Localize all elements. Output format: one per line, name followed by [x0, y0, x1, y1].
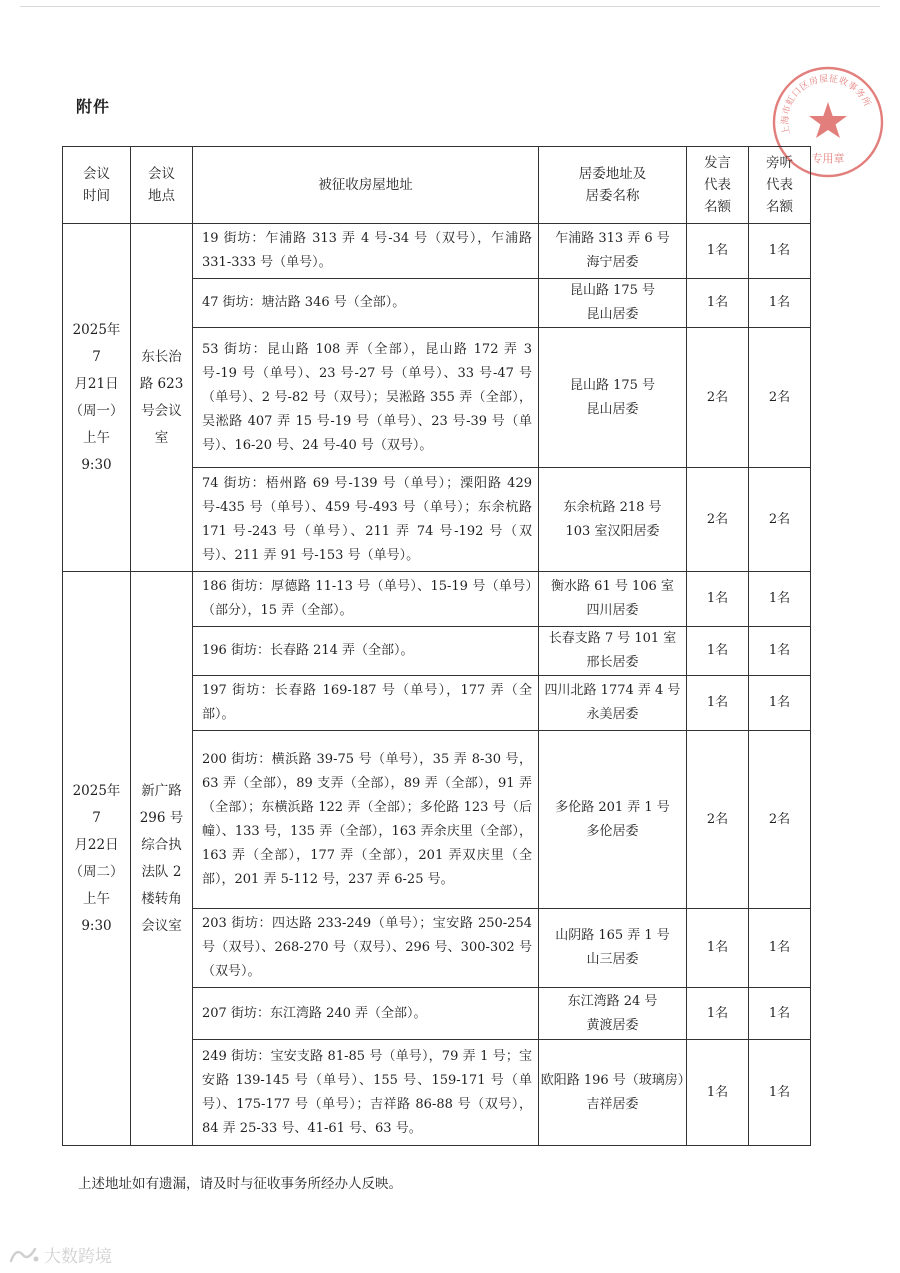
- listener-quota-cell: 1名: [749, 224, 811, 279]
- address-cell: 249 街坊：宝安支路 81-85 号（单号），79 弄 1 号；宝安路 139-145 号（单号）、155 号、159-171 号（单号）、175-177 号（单号）；吉祥路 86-88 号（双号），84 弄 25-33 号、41-61 号、63 号。: [193, 1040, 539, 1146]
- header-meeting-place: 会议 地点: [131, 147, 193, 224]
- listener-quota-cell: 1名: [749, 676, 811, 731]
- header-address: 被征收房屋地址: [193, 147, 539, 224]
- committee-cell: 昆山路 175 号 昆山居委: [539, 328, 687, 468]
- speaker-quota-cell: 1名: [687, 1040, 749, 1146]
- speaker-quota-cell: 1名: [687, 572, 749, 627]
- speaker-quota-cell: 2名: [687, 328, 749, 468]
- watermark-label: 大数跨境: [44, 1247, 112, 1267]
- watermark: [8, 1242, 112, 1267]
- listener-quota-cell: 2名: [749, 468, 811, 572]
- committee-cell: 乍浦路 313 弄 6 号 海宁居委: [539, 224, 687, 279]
- header-meeting-time: 会议 时间: [63, 147, 131, 224]
- address-cell: 197 街坊：长春路 169-187 号（单号），177 弄（全部）。: [193, 676, 539, 731]
- listener-quota-cell: 1名: [749, 572, 811, 627]
- listener-quota-cell: 1名: [749, 627, 811, 676]
- listener-quota-cell: 2名: [749, 328, 811, 468]
- speaker-quota-cell: 1名: [687, 988, 749, 1040]
- address-cell: 186 街坊：厚德路 11-13 号（单号）、15-19 号（单号）（部分），15 弄（全部）。: [193, 572, 539, 627]
- listener-quota-cell: 1名: [749, 1040, 811, 1146]
- header-speaker-quota: 发言 代表 名额: [687, 147, 749, 224]
- committee-cell: 多伦路 201 弄 1 号 多伦居委: [539, 731, 687, 909]
- listener-quota-cell: 2名: [749, 731, 811, 909]
- listener-quota-cell: 1名: [749, 279, 811, 328]
- table-header-row: [63, 147, 811, 224]
- committee-cell: 欧阳路 196 号（玻璃房）吉祥居委: [539, 1040, 687, 1146]
- address-cell: 47 街坊：塘沽路 346 号（全部）。: [193, 279, 539, 328]
- speaker-quota-cell: 1名: [687, 224, 749, 279]
- committee-cell: 长春支路 7 号 101 室 邢长居委: [539, 627, 687, 676]
- address-cell: 207 街坊：东江湾路 240 弄（全部）。: [193, 988, 539, 1040]
- listener-quota-cell: 1名: [749, 988, 811, 1040]
- table-body: [63, 224, 811, 1146]
- table-row: [63, 572, 811, 627]
- address-cell: 53 街坊：昆山路 108 弄（全部），昆山路 172 弄 3 号-19 号（单号）、23 号-27 号（单号）、33 号-47 号（单号）、2 号-82 号（双号）；吴淞路 355 弄（全部），吴淞路 407 弄 15 号-19 号（单号）、23 号-39 号（单号）、16-20 号、24 号-40 号（双号）。: [193, 328, 539, 468]
- address-cell: 74 街坊：梧州路 69 号-139 号（单号）；溧阳路 429 号-435 号（单号）、459 号-493 号（单号）；东余杭路 171 号-243 号（单号）、211 弄 74 号-192 号（双号）、211 弄 91 号-153 号（单号）。: [193, 468, 539, 572]
- page-heading: 附件: [76, 97, 111, 116]
- speaker-quota-cell: 1名: [687, 279, 749, 328]
- table-row: [63, 224, 811, 279]
- header-listener-quota: 旁听 代表 名额: [749, 147, 811, 224]
- brand-logo-icon: [8, 1245, 40, 1265]
- speaker-quota-cell: 1名: [687, 909, 749, 988]
- speaker-quota-cell: 2名: [687, 731, 749, 909]
- schedule-table: [62, 146, 811, 1146]
- committee-cell: 昆山路 175 号 昆山居委: [539, 279, 687, 328]
- meeting-time-cell: 2025年7 月22日 （周二） 上午 9:30: [63, 572, 131, 1146]
- svg-text:专用章: 专用章: [811, 152, 845, 165]
- address-cell: 196 街坊：长春路 214 弄（全部）。: [193, 627, 539, 676]
- top-rule: [20, 6, 880, 7]
- listener-quota-cell: 1名: [749, 909, 811, 988]
- speaker-quota-cell: 1名: [687, 676, 749, 731]
- committee-cell: 四川北路 1774 弄 4 号 永美居委: [539, 676, 687, 731]
- svg-text:上海市虹口区房屋征收事务所: 上海市虹口区房屋征收事务所: [780, 74, 872, 136]
- meeting-time-cell: 2025年7 月21日 （周一） 上午 9:30: [63, 224, 131, 572]
- header-committee: 居委地址及 居委名称: [539, 147, 687, 224]
- address-cell: 200 街坊：横浜路 39-75 号（单号），35 弄 8-30 号，63 弄（全部），89 支弄（全部），89 弄（全部），91 弄（全部）；东横浜路 122 弄（全部）；多伦路 123 号（后幢）、133 号，135 弄（全部），163 弄余庆里（全部），163 弄（全部），177 弄（全部），201 弄双庆里（全部），201 弄 5-112 号，237 弄 6-25 号。: [193, 731, 539, 909]
- speaker-quota-cell: 1名: [687, 627, 749, 676]
- footnote: 上述地址如有遗漏，请及时与征收事务所经办人反映。: [78, 1176, 402, 1192]
- committee-cell: 东余杭路 218 号 103 室汉阳居委: [539, 468, 687, 572]
- speaker-quota-cell: 2名: [687, 468, 749, 572]
- committee-cell: 东江湾路 24 号 黄渡居委: [539, 988, 687, 1040]
- meeting-place-cell: 东长治 路 623 号会议 室: [131, 224, 193, 572]
- meeting-place-cell: 新广路 296 号 综合执 法队 2 楼转角 会议室: [131, 572, 193, 1146]
- address-cell: 19 街坊：乍浦路 313 弄 4 号-34 号（双号），乍浦路 331-333 号（单号）。: [193, 224, 539, 279]
- committee-cell: 山阴路 165 弄 1 号 山三居委: [539, 909, 687, 988]
- address-cell: 203 街坊：四达路 233-249（单号）；宝安路 250-254 号（双号）、268-270 号（双号）、296 号、300-302 号（双号）。: [193, 909, 539, 988]
- committee-cell: 衡水路 61 号 106 室 四川居委: [539, 572, 687, 627]
